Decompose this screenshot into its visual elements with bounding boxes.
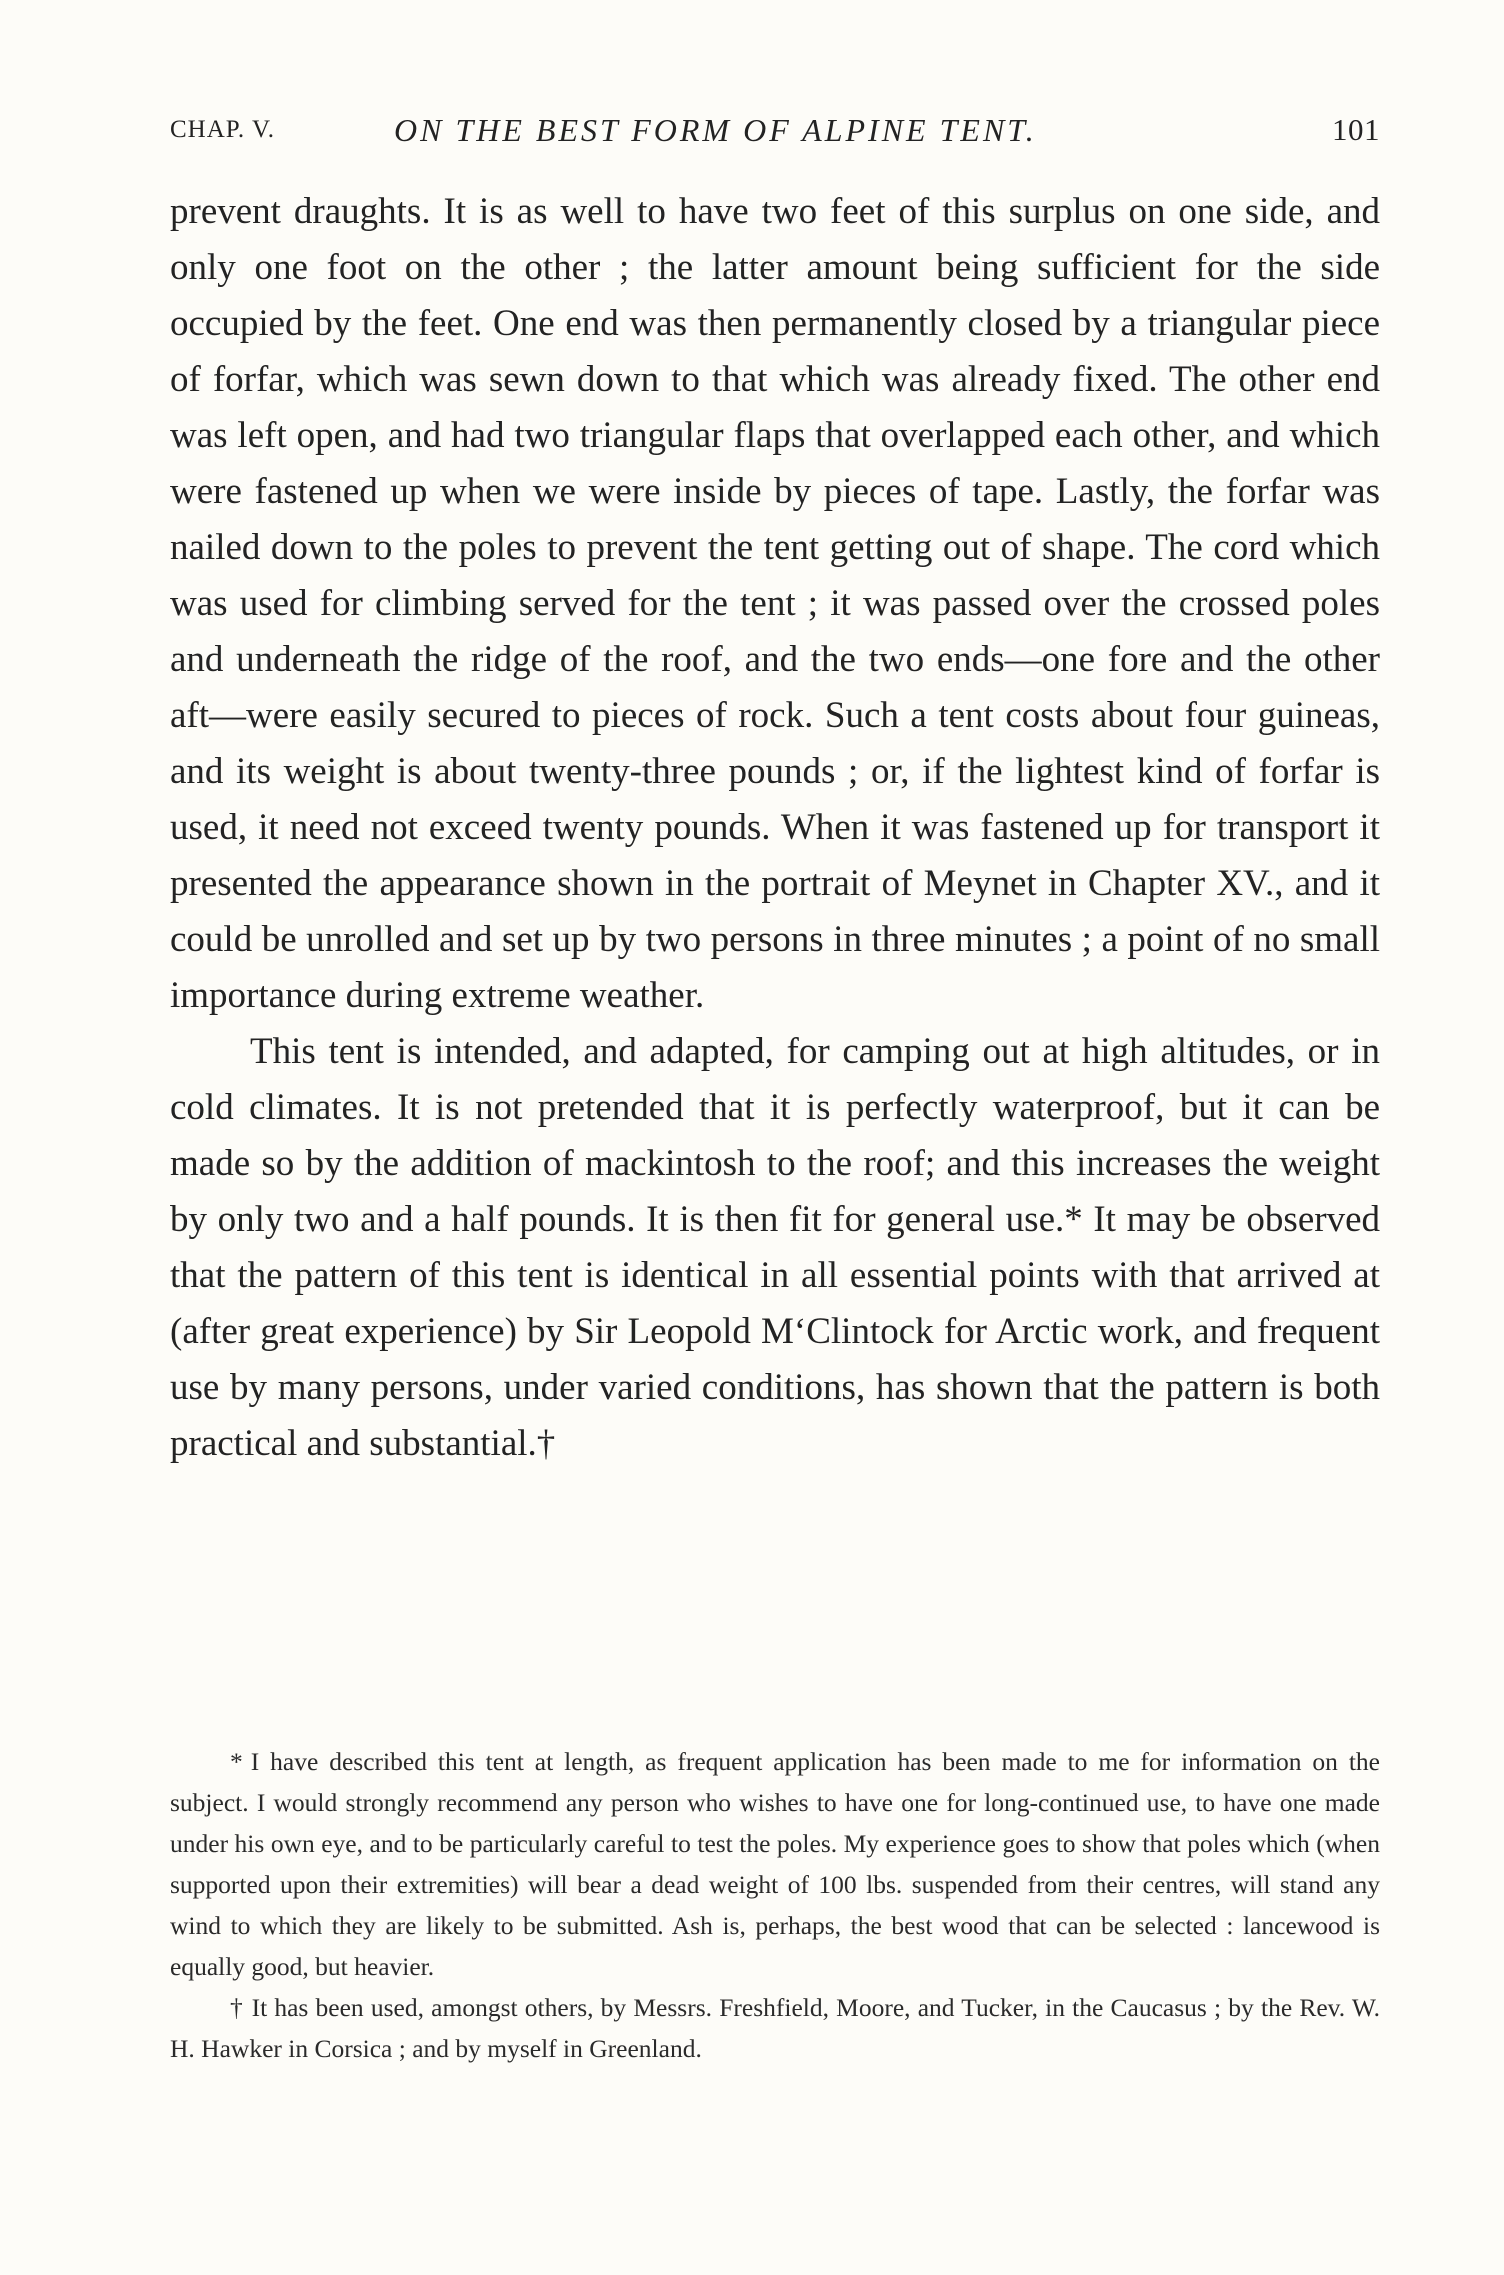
footnote-text: It has been used, amongst others, by Messrs. Freshfield, Moore, and Tucker, in the Caucasus ; by the Rev. W. H. Hawker in Corsica ; and by myself in Greenland. xyxy=(170,1993,1380,2063)
chapter-label: CHAP. V. xyxy=(170,116,276,143)
footnotes xyxy=(170,1741,1380,2069)
running-head xyxy=(170,108,1380,152)
paragraph-tent-use: This tent is intended, and adapted, for camping out at high altitudes, or in cold climates. It is not pretended that it is perfectly waterproof, but it can be made so by the addition of mackintosh to the roof; and this increases the weight by only two and a half pounds. It is then fit for general use.* It may be observed that the pattern of this tent is identical in all essential points with that arrived at (after great experience) by Sir Leopold M‘Clintock for Arctic work, and frequent use by many persons, under varied conditions, has shown that the pattern is both practical and substantial.† xyxy=(170,1031,1380,1464)
footnote-dagger xyxy=(170,1987,1380,2069)
footnote-marker: * xyxy=(230,1747,243,1776)
footnote-text: I have described this tent at length, as frequent application has been made to me for information on the subject. I would strongly recommend any person who wishes to have one for long-continued use, to have one made under his own eye, and to be particularly careful to test the poles. My experience goes to show that poles which (when supported upon their extremities) will bear a dead weight of 100 lbs. suspended from their centres, will stand any wind to which they are likely to be submitted. Ash is, perhaps, the best wood that can be selected : lancewood is equally good, but heavier. xyxy=(170,1747,1380,1981)
page-number: 101 xyxy=(1332,112,1380,147)
running-title: ON THE BEST FORM OF ALPINE TENT. xyxy=(394,112,1037,148)
paragraph-continued: prevent draughts. It is as well to have two feet of this surplus on one side, and only one foot on the other ; the latter amount being sufficient for the side occupied by the feet. One end was then permanently closed by a triangular piece of forfar, which was sewn down to that which was already fixed. The other end was left open, and had two triangular flaps that overlapped each other, and which were fastened up when we were inside by pieces of tape. Lastly, the forfar was nailed down to the poles to prevent the tent getting out of shape. The cord which was used for climbing served for the tent ; it was passed over the crossed poles and underneath the ridge of the roof, and the two ends—one fore and the other aft—were easily secured to pieces of rock. Such a tent costs about four guineas, and its weight is about twenty-three pounds ; or, if the lightest kind of forfar is used, it need not exceed twenty pounds. When it was fastened up for transport it presented the appearance shown in the portrait of Meynet in Chapter XV., and it could be unrolled and set up by two persons in three minutes ; a point of no small importance during extreme weather. xyxy=(170,191,1380,1016)
footnote-asterisk xyxy=(170,1741,1380,1987)
footnote-marker: † xyxy=(230,1993,244,2022)
body-text xyxy=(170,184,1380,1472)
